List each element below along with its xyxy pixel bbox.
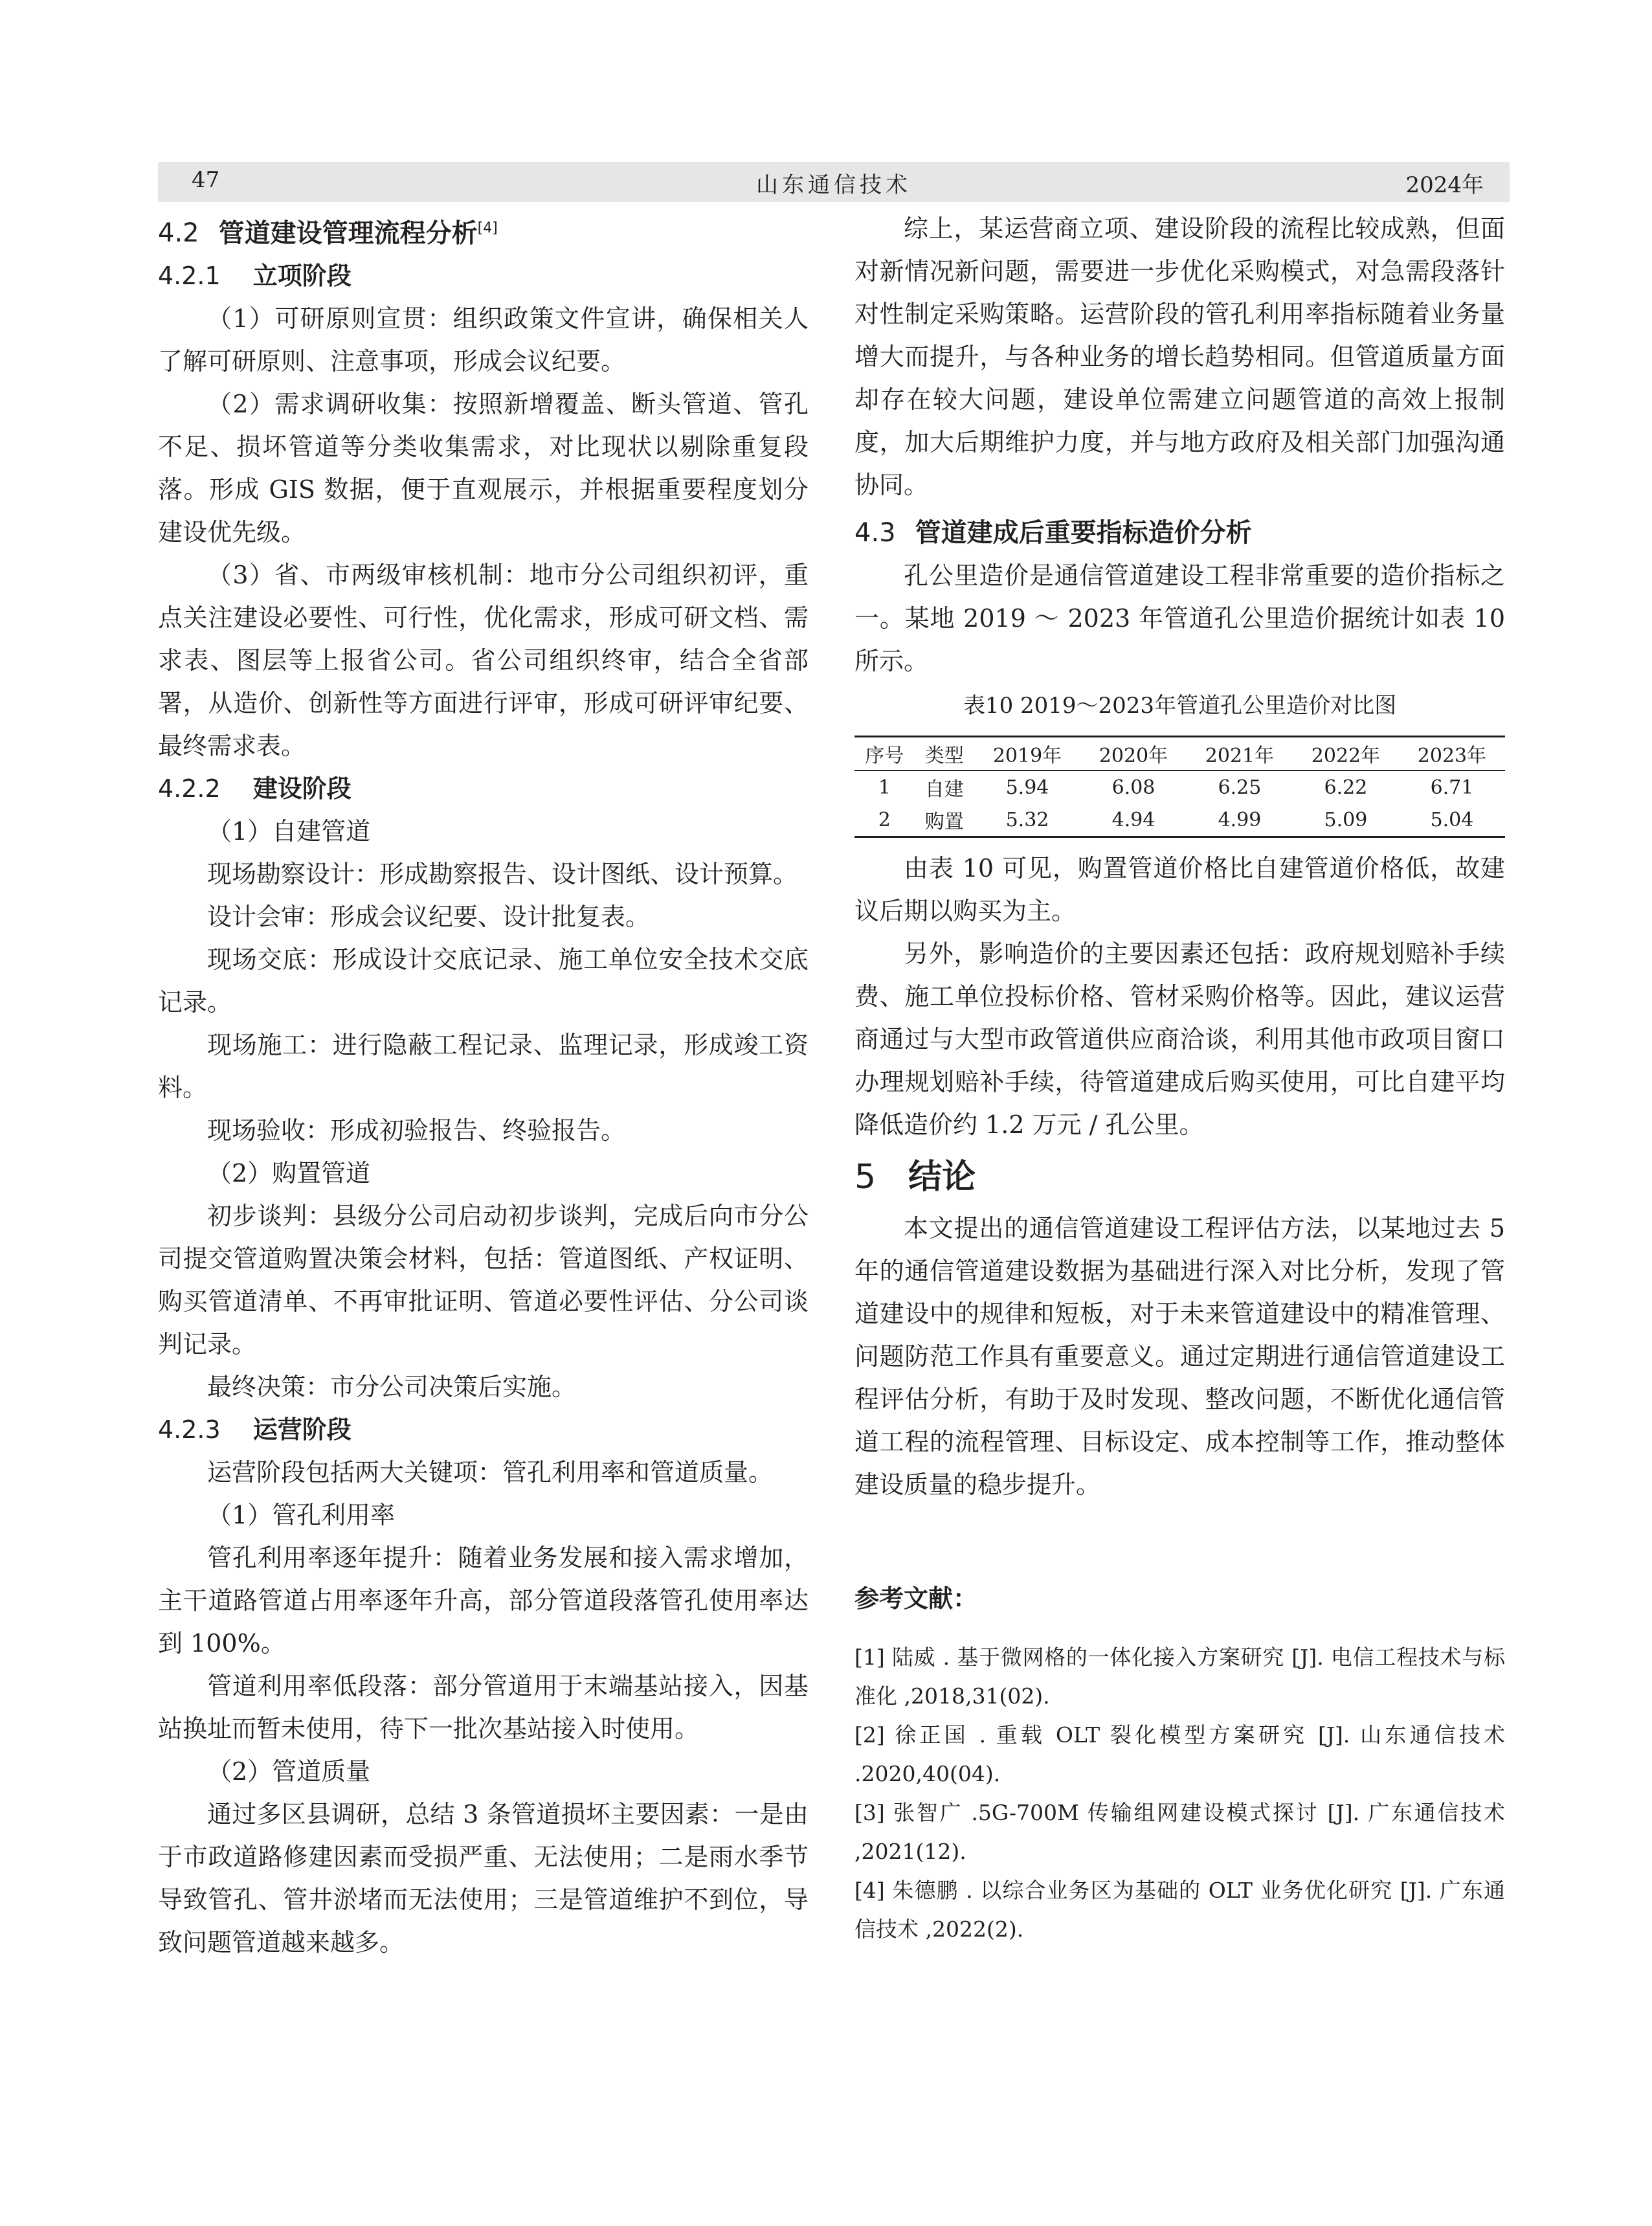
table-cell: 自建 xyxy=(924,778,964,801)
paragraph: 管道利用率低段落：部分管道用于末端基站接入，因基站换址而暂未使用，待下一批次基站接入时使用。 xyxy=(158,1672,809,1744)
section-5-heading: 5 结论 xyxy=(854,1158,976,1197)
paragraph: （1）自建管道 xyxy=(207,817,371,846)
paragraph: （3）省、市两级审核机制：地市分公司组织初评，重点关注建设必要性、可行性，优化需求，形成可研文档、需求表、图层等上报省公司。省公司组织终审，结合全省部署，从造价、创新性等方面进行评审，形成可研评审纪要、最终需求表。 xyxy=(158,561,809,761)
table-header-cell: 2019年 xyxy=(992,745,1062,767)
paragraph: （1）管孔利用率 xyxy=(207,1501,396,1530)
paragraph: （2）需求调研收集：按照新增覆盖、断头管道、管孔不足、损坏管道等分类收集需求，对比现状以剔除重复段落。形成 GIS 数据，便于直观展示，并根据重要程度划分建设优先级。 xyxy=(158,390,809,547)
paragraph: 另外，影响造价的主要因素还包括：政府规划赔补手续费、施工单位投标价格、管材采购价格等。因此，建议运营商通过与大型市政管道供应商洽谈，利用其他市政项目窗口办理规划赔补手续，待管道建成后购买使用，可比自建平均降低造价约 1.2 万元 / 孔公里。 xyxy=(854,939,1505,1139)
page-number: 47 xyxy=(192,167,220,193)
table-header-row xyxy=(854,737,1505,771)
paragraph: 由表 10 可见，购置管道价格比自建管道价格低，故建议后期以购买为主。 xyxy=(854,854,1505,925)
table-cell: 1 xyxy=(878,776,891,799)
paragraph: （2）管道质量 xyxy=(207,1757,371,1786)
section-4-2-1-heading: 4.2.1 立项阶段 xyxy=(158,262,352,291)
table-header-cell: 类型 xyxy=(924,745,964,767)
paragraph: 现场交底：形成设计交底记录、施工单位安全技术交底记录。 xyxy=(158,945,809,1017)
table-cell: 2 xyxy=(878,808,891,831)
paragraph: 初步谈判：县级分公司启动初步谈判，完成后向市分公司提交管道购置决策会材料，包括：管道图纸、产权证明、购买管道清单、不再审批证明、管道必要性评估、分公司谈判记录。 xyxy=(158,1202,809,1359)
journal-name: 山东通信技术 xyxy=(756,172,911,198)
table-cell: 6.08 xyxy=(1111,776,1155,799)
paragraph: （1）可研原则宣贯：组织政策文件宣讲，确保相关人了解可研原则、注意事项，形成会议纪要。 xyxy=(158,304,809,376)
table-row xyxy=(854,770,1505,804)
cost-comparison-table xyxy=(854,736,1505,838)
table-cell: 4.94 xyxy=(1111,808,1155,831)
paragraph: 现场勘察设计：形成勘察报告、设计图纸、设计预算。 xyxy=(207,860,798,889)
paragraph: 设计会审：形成会议纪要、设计批复表。 xyxy=(207,903,651,932)
paragraph: （2）购置管道 xyxy=(207,1159,371,1188)
table-cell: 6.71 xyxy=(1430,776,1474,799)
section-4-2-heading: 4.2 管道建设管理流程分析[4] xyxy=(158,218,498,249)
section-4-2-2-heading: 4.2.2 建设阶段 xyxy=(158,774,352,804)
table-cell: 5.32 xyxy=(1005,808,1049,831)
table-header-cell: 2020年 xyxy=(1099,745,1168,767)
paragraph: 综上，某运营商立项、建设阶段的流程比较成熟，但面对新情况新问题，需要进一步优化采购模式，对急需段落针对性制定采购策略。运营阶段的管孔利用率指标随着业务量增大而提升，与各种业务的增长趋势相同。但管道质量方面却存在较大问题，建设单位需建立问题管道的高效上报制度，加大后期维护力度，并与地方政府及相关部门加强沟通协同。 xyxy=(854,214,1505,499)
paragraph: 孔公里造价是通信管道建设工程非常重要的造价指标之一。某地 2019 ～ 2023 年管道孔公里造价据统计如表 10 所示。 xyxy=(854,561,1505,675)
paragraph: 最终决策：市分公司决策后实施。 xyxy=(207,1373,577,1402)
reference-item: [1] 陆威 . 基于微网格的一体化接入方案研究 [J]. 电信工程技术与标准化 ,2018,31(02). xyxy=(854,1645,1505,1709)
paragraph: 本文提出的通信管道建设工程评估方法，以某地过去 5 年的通信管道建设数据为基础进行深入对比分析，发现了管道建设中的规律和短板，对于未来管道建设中的精准管理、问题防范工作具有重要意义。通过定期进行通信管道建设工程评估分析，有助于及时发现、整改问题，不断优化通信管道工程的流程管理、目标设定、成本控制等工作，推动整体建设质量的稳步提升。 xyxy=(854,1214,1505,1499)
paragraph: 管孔利用率逐年提升：随着业务发展和接入需求增加，主干道路管道占用率逐年升高，部分管道段落管孔使用率达到 100%。 xyxy=(158,1544,809,1658)
table-cell: 5.04 xyxy=(1430,808,1474,831)
paragraph: 运营阶段包括两大关键项：管孔利用率和管道质量。 xyxy=(207,1458,774,1487)
table-header-cell: 2021年 xyxy=(1205,745,1275,767)
paragraph: 通过多区县调研，总结 3 条管道损坏主要因素：一是由于市政道路修建因素而受损严重、无法使用；二是雨水季节导致管孔、管井淤堵而无法使用；三是管道维护不到位，导致问题管道越来越多。 xyxy=(158,1800,809,1957)
references-heading: 参考文献： xyxy=(854,1584,978,1613)
table-header-cell: 序号 xyxy=(865,745,904,767)
reference-item: [4] 朱德鹏 . 以综合业务区为基础的 OLT 业务优化研究 [J]. 广东通信技术 ,2022(2). xyxy=(854,1878,1505,1942)
issue-year: 2024年 xyxy=(1405,172,1484,198)
reference-item: [2] 徐正国 . 重载 OLT 裂化模型方案研究 [J]. 山东通信技术 .2020,40(04). xyxy=(854,1722,1505,1786)
table-cell: 4.99 xyxy=(1218,808,1262,831)
table-header-cell: 2023年 xyxy=(1417,745,1487,767)
table-cell: 5.94 xyxy=(1005,776,1049,799)
section-4-2-3-heading: 4.2.3 运营阶段 xyxy=(158,1415,352,1445)
left-column xyxy=(158,207,809,1964)
reference-item: [3] 张智广 .5G-700M 传输组网建设模式探讨 [J]. 广东通信技术 ,2021(12). xyxy=(854,1800,1505,1864)
paragraph: 现场验收：形成初验报告、终验报告。 xyxy=(207,1116,626,1145)
table-cell: 5.09 xyxy=(1324,808,1368,831)
table-caption: 表10 2019～2023年管道孔公里造价对比图 xyxy=(963,693,1397,719)
section-4-3-heading: 4.3 管道建成后重要指标造价分析 xyxy=(854,518,1252,548)
table-header-cell: 2022年 xyxy=(1311,745,1381,767)
running-header xyxy=(158,162,1510,202)
table-cell: 6.22 xyxy=(1324,776,1368,799)
paragraph: 现场施工：进行隐蔽工程记录、监理记录，形成竣工资料。 xyxy=(158,1031,809,1103)
table-row xyxy=(854,804,1505,837)
table-cell: 6.25 xyxy=(1218,776,1262,799)
right-column xyxy=(854,207,1505,1949)
table-cell: 购置 xyxy=(924,811,964,833)
